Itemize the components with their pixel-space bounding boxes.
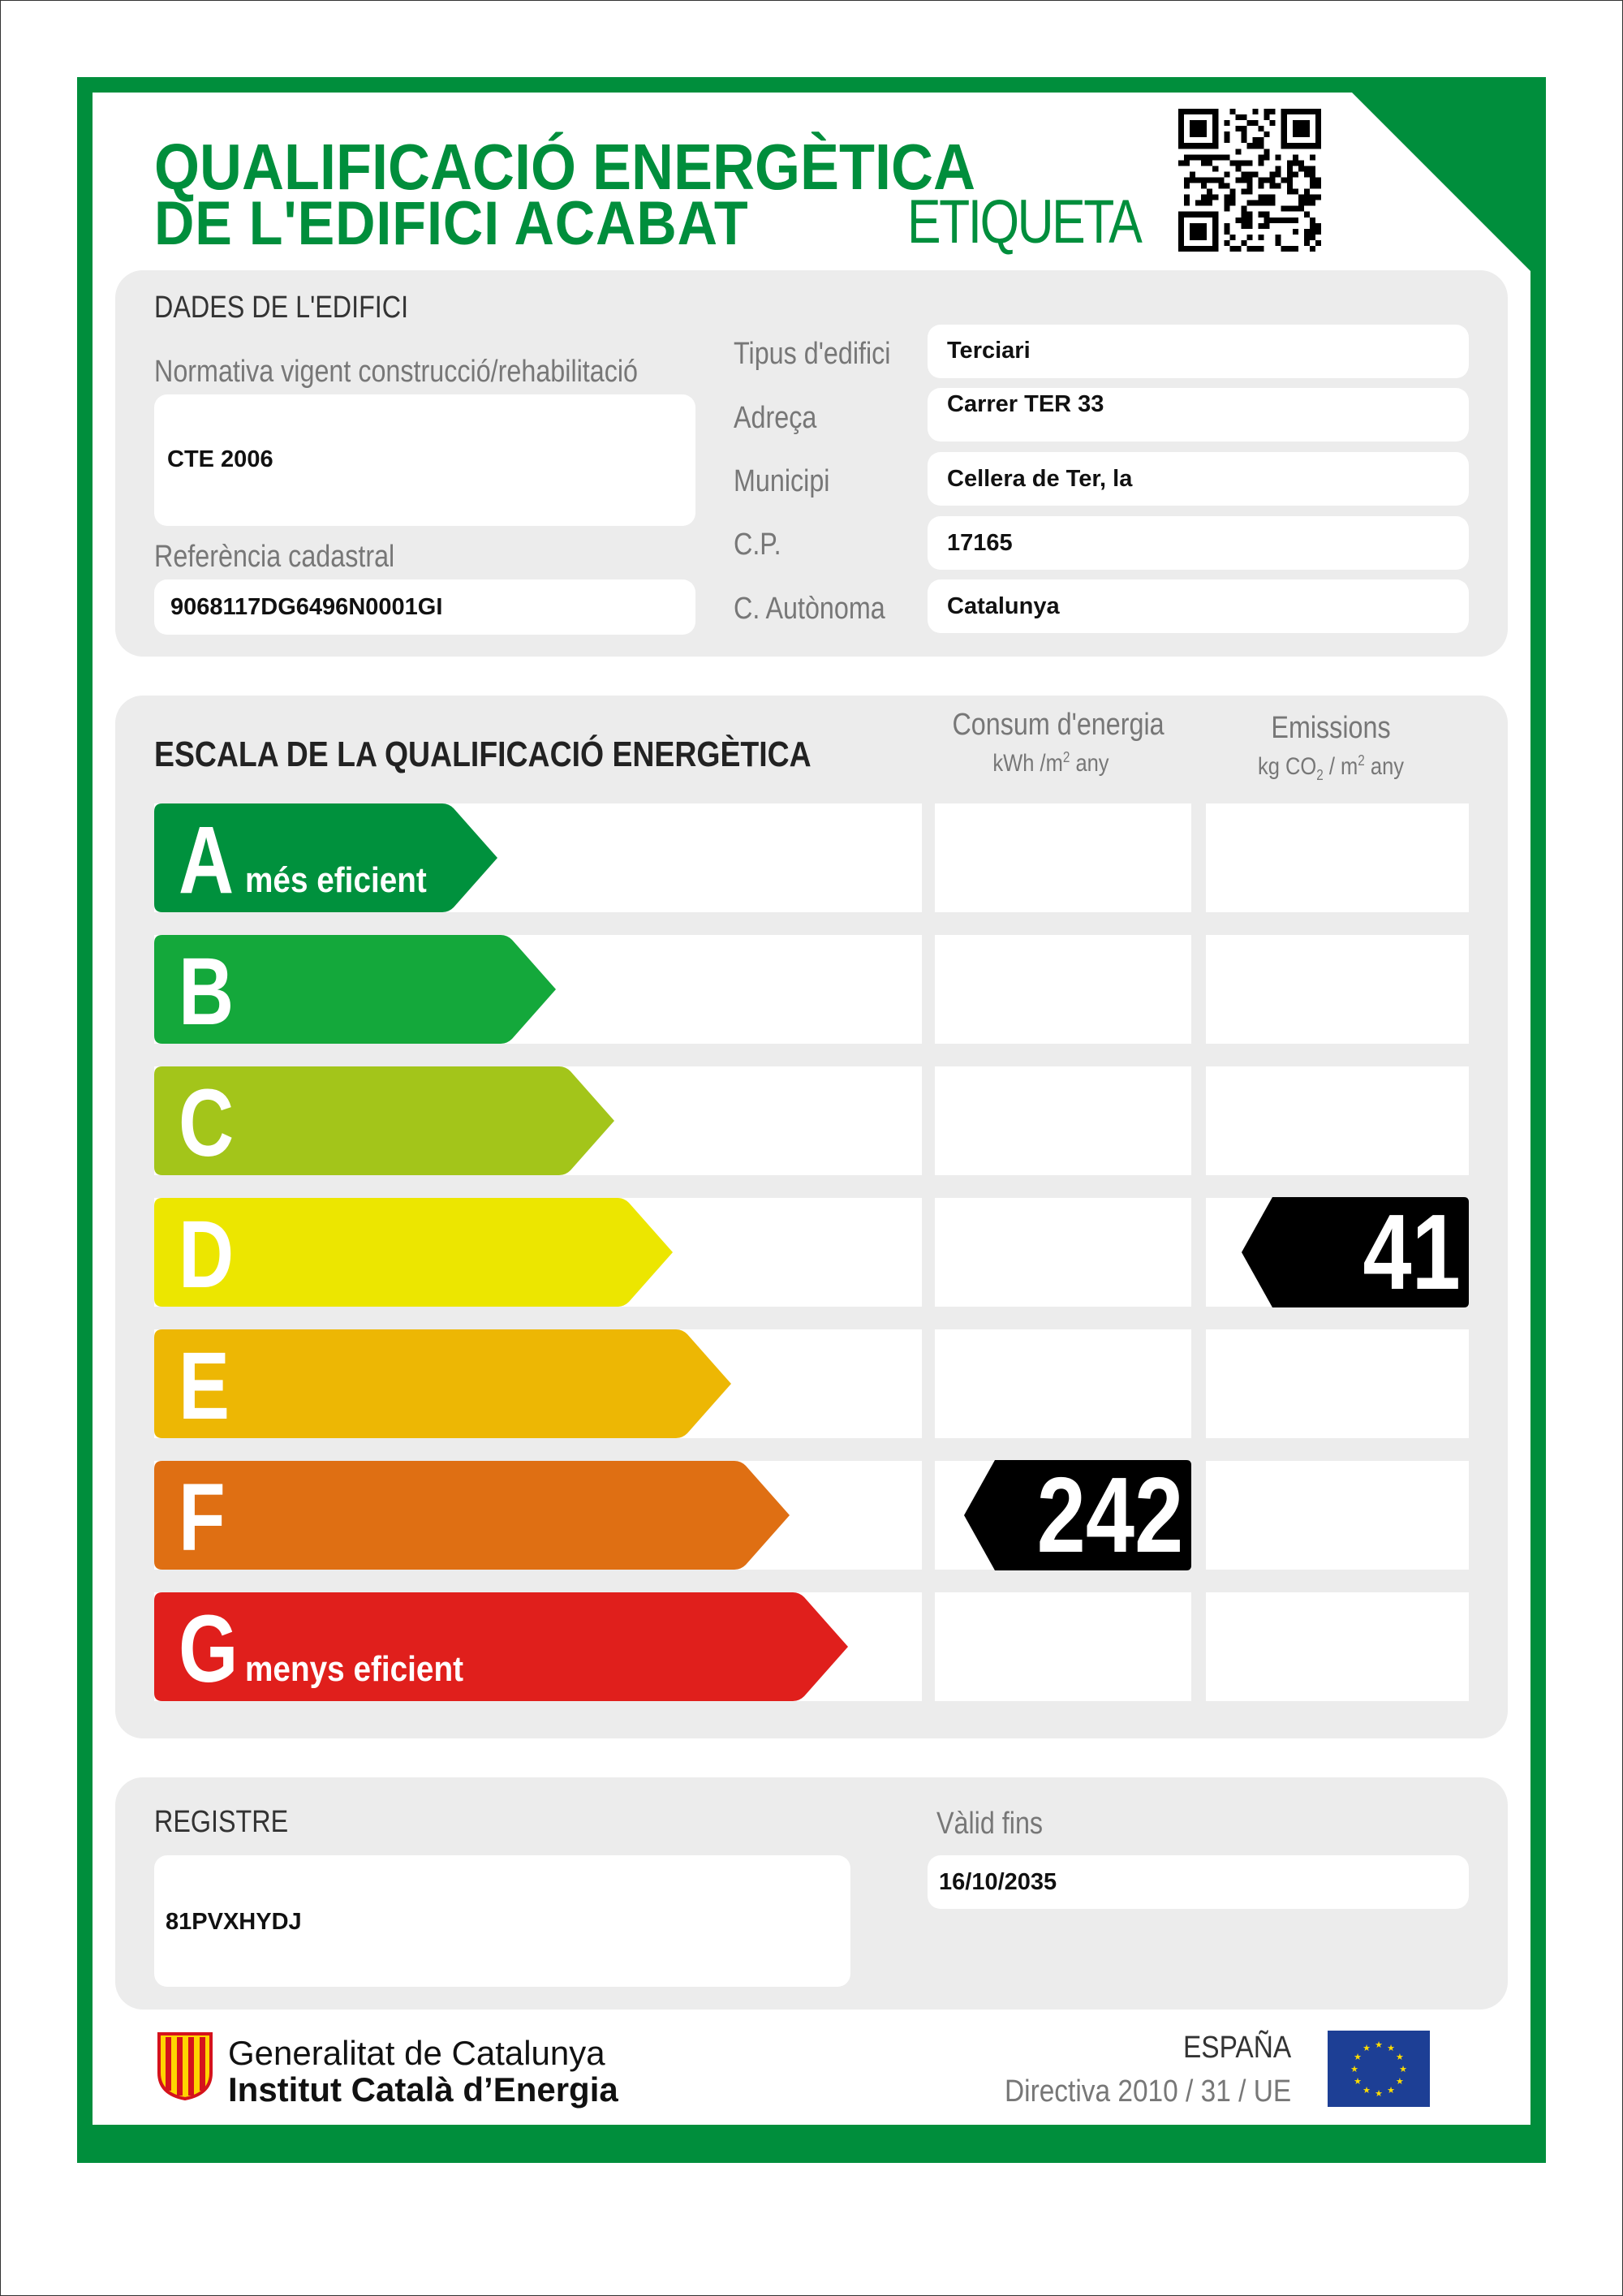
normativa-value: CTE 2006: [167, 446, 273, 472]
title-line-2: DE L'EDIFICI ACABAT: [154, 189, 749, 258]
rating-arrow-b: [154, 935, 558, 1044]
consum-cell-c: [935, 1066, 1191, 1175]
rating-sub-a: més eficient: [245, 860, 427, 900]
rating-arrow-shape-e: [154, 1329, 733, 1438]
emissions-column-header: [1209, 711, 1453, 784]
generalitat-logo-icon: [156, 2031, 214, 2100]
valid-field: [928, 1855, 1469, 1909]
country-label: ESPAÑA: [1183, 2031, 1292, 2065]
etiqueta-label: ETIQUETA: [907, 187, 1141, 256]
autonoma-field: [928, 579, 1469, 633]
svg-text:★: ★: [1396, 2052, 1404, 2062]
autonoma-value: Catalunya: [947, 593, 1060, 619]
consum-column-header: [935, 708, 1167, 778]
adreca-field: [928, 388, 1469, 442]
consum-marker-value: 242: [1036, 1455, 1183, 1574]
registre-field: [154, 1855, 850, 1987]
svg-text:★: ★: [1354, 2052, 1362, 2062]
emissions-marker: [1242, 1192, 1469, 1312]
referencia-label: Referència cadastral: [154, 540, 395, 574]
gencat-line-2: Institut Català d’Energia: [228, 2070, 618, 2109]
svg-text:★: ★: [1363, 2043, 1371, 2054]
svg-text:★: ★: [1387, 2084, 1395, 2096]
rating-letter-b: B: [179, 938, 235, 1045]
title-line-1: QUALIFICACIÓ ENERGÈTICA: [154, 131, 976, 203]
rating-arrow-e: [154, 1329, 733, 1438]
rating-letter-e: E: [179, 1333, 230, 1440]
municipi-value: Cellera de Ter, la: [947, 466, 1133, 492]
rating-letter-a: A: [179, 807, 235, 914]
emissions-marker-value: 41: [1363, 1192, 1461, 1312]
cp-label: C.P.: [734, 528, 781, 562]
cp-value: 17165: [947, 530, 1013, 556]
rating-sub-g: menys eficient: [245, 1649, 464, 1689]
svg-text:★: ★: [1350, 2064, 1358, 2074]
rating-arrow-f: [154, 1461, 791, 1570]
rating-letter-c: C: [179, 1070, 235, 1177]
emissions-cell-g: [1206, 1592, 1469, 1701]
rating-letter-g: G: [179, 1596, 239, 1703]
consum-cell-b: [935, 935, 1191, 1044]
gencat-line-1: Generalitat de Catalunya: [228, 2034, 605, 2072]
rating-arrow-c: [154, 1066, 616, 1175]
svg-text:★: ★: [1399, 2064, 1407, 2074]
rating-letter-f: F: [179, 1464, 226, 1571]
rating-arrow-d: [154, 1198, 674, 1307]
svg-text:★: ★: [1375, 2040, 1383, 2050]
rating-arrow-a: [154, 803, 499, 912]
consum-cell-g: [935, 1592, 1191, 1701]
normativa-field: [154, 394, 695, 526]
svg-text:★: ★: [1396, 2076, 1404, 2087]
emissions-cell-c: [1206, 1066, 1469, 1175]
consum-title: Consum d'energia: [952, 708, 1165, 742]
tipus-field: [928, 325, 1469, 378]
consum-unit: kWh $/m^2$ any: [992, 749, 1109, 777]
tipus-label: Tipus d'edifici: [734, 337, 891, 371]
corner-triangle: [1352, 93, 1530, 271]
building-section-title: DADES DE L'EDIFICI: [154, 291, 409, 325]
emissions-cell-a: [1206, 803, 1469, 912]
autonoma-label: C. Autònoma: [734, 592, 885, 626]
tipus-value: Terciari: [947, 338, 1031, 364]
referencia-field: [154, 579, 695, 635]
consum-cell-d: [935, 1198, 1191, 1307]
municipi-label: Municipi: [734, 464, 830, 498]
emissions-cell-b: [1206, 935, 1469, 1044]
emissions-cell-f: [1206, 1461, 1469, 1570]
adreca-label: Adreça: [734, 401, 817, 435]
consum-marker: [964, 1455, 1191, 1574]
qr-code-icon: [1178, 109, 1321, 252]
referencia-value: 9068117DG6496N0001GI: [170, 594, 443, 620]
adreca-value: Carrer TER 33: [947, 391, 1104, 417]
valid-label: Vàlid fins: [936, 1807, 1044, 1841]
registre-label: REGISTRE: [154, 1805, 289, 1839]
emissions-unit: kg $CO_2 / m^2$ any: [1257, 752, 1405, 783]
normativa-label: Normativa vigent construcció/rehabilitació: [154, 355, 639, 389]
rating-arrow-shape-f: [154, 1461, 791, 1570]
emissions-cell-e: [1206, 1329, 1469, 1438]
registre-value: 81PVXHYDJ: [166, 1909, 302, 1935]
consum-cell-a: [935, 803, 1191, 912]
cp-field: [928, 516, 1469, 570]
rating-letter-d: D: [179, 1201, 235, 1308]
emissions-title: Emissions: [1271, 711, 1391, 745]
directive-label: Directiva 2010 / 31 / UE: [1005, 2074, 1292, 2109]
valid-value: 16/10/2035: [939, 1869, 1057, 1895]
consum-cell-e: [935, 1329, 1191, 1438]
svg-text:★: ★: [1354, 2076, 1362, 2087]
scale-title: ESCALA DE LA QUALIFICACIÓ ENERGÈTICA: [154, 734, 812, 774]
eu-flag-icon: [1328, 2031, 1430, 2107]
svg-text:★: ★: [1363, 2084, 1371, 2096]
municipi-field: [928, 452, 1469, 506]
svg-text:★: ★: [1375, 2088, 1383, 2099]
svg-text:★: ★: [1387, 2043, 1395, 2054]
rating-arrow-g: [154, 1592, 850, 1701]
